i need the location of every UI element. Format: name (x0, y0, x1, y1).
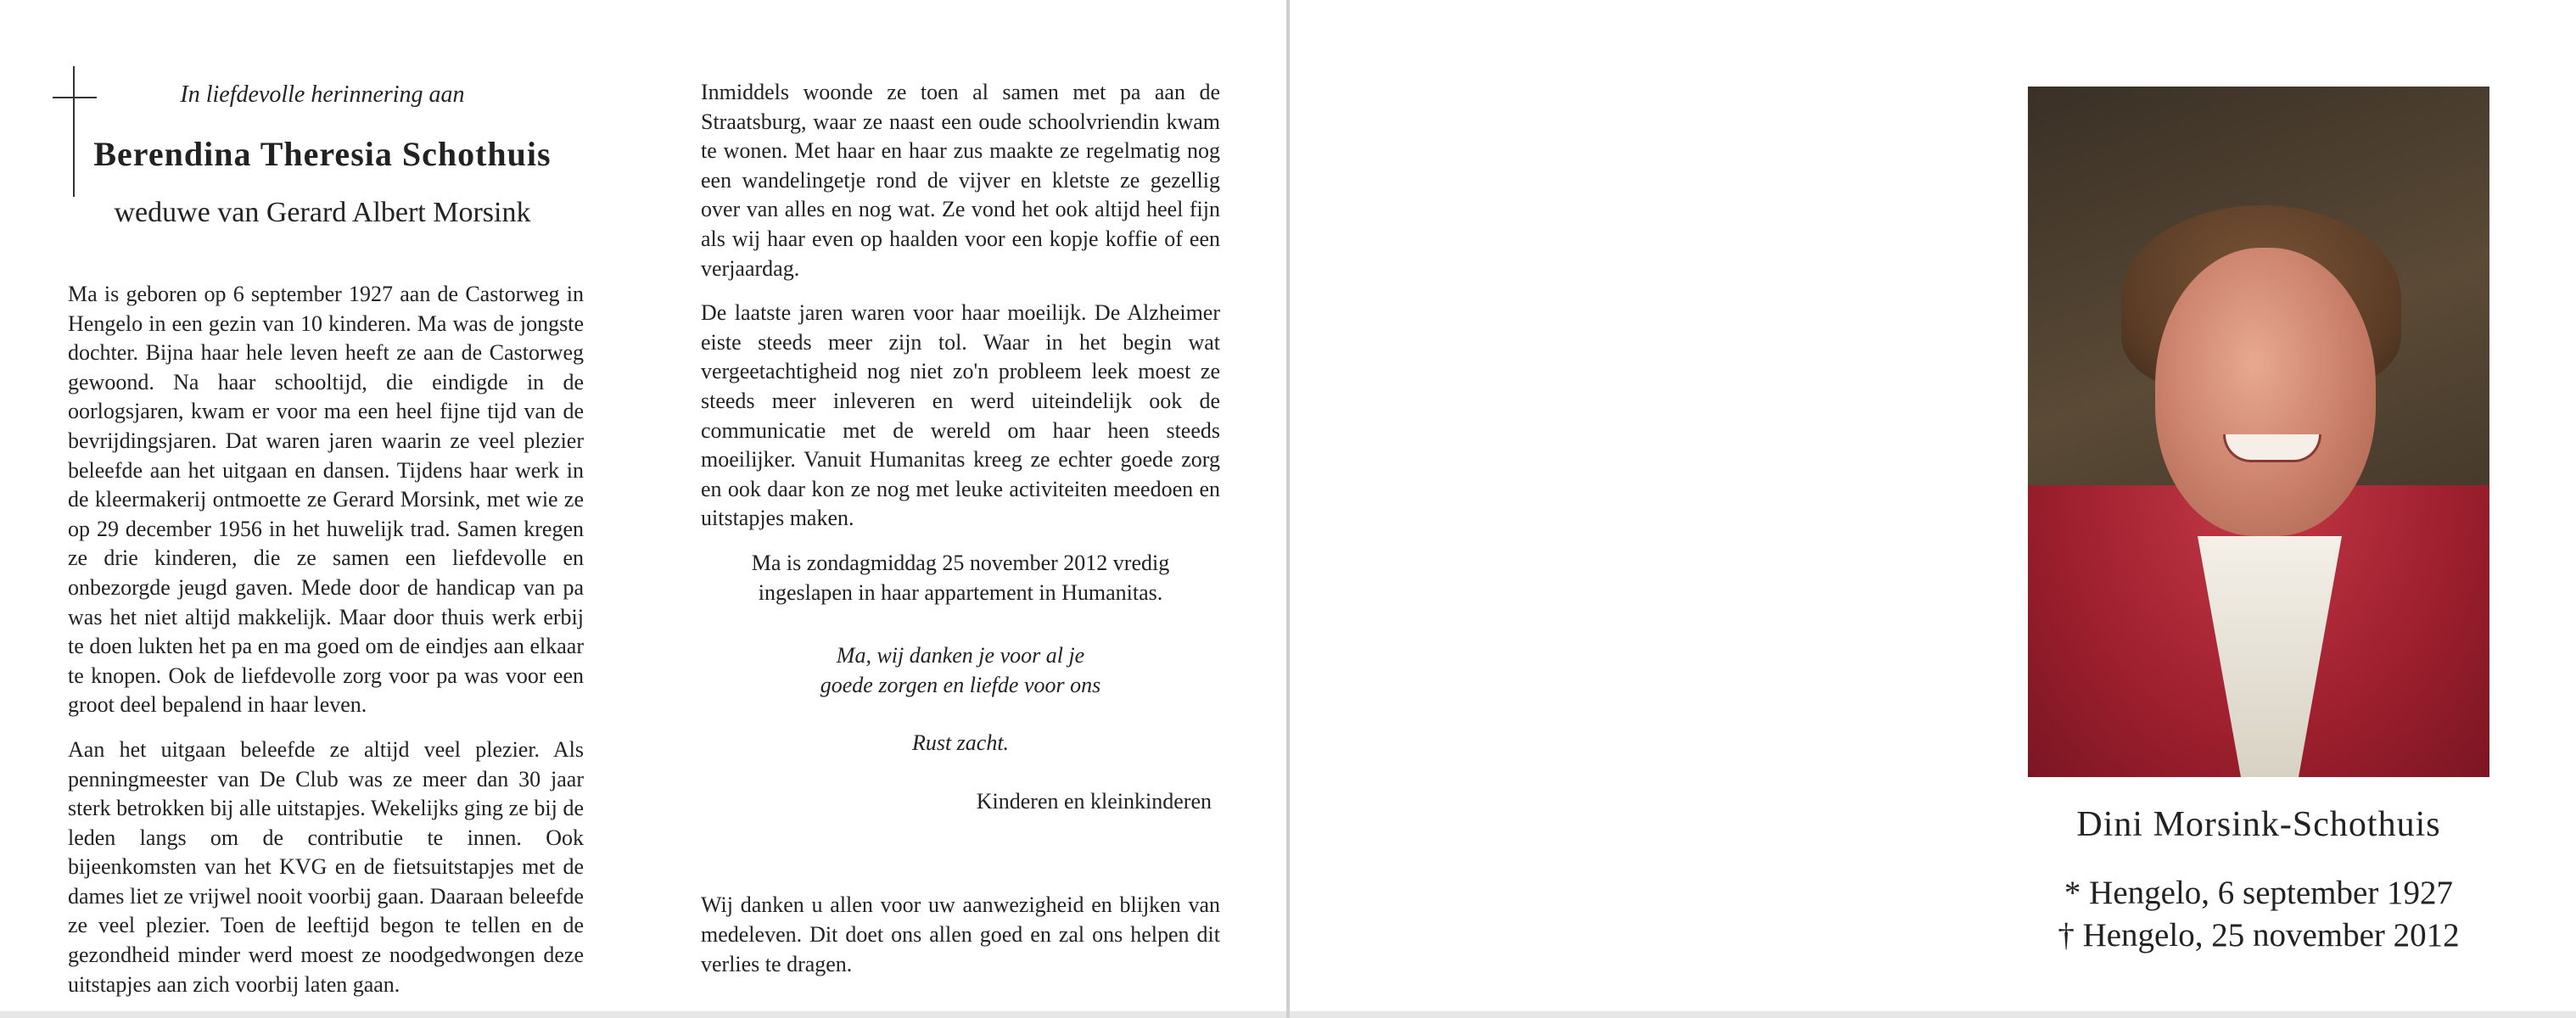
left-text-column (68, 280, 584, 1015)
cross-icon (73, 66, 75, 197)
passing-announcement: Ma is zondagmiddag 25 november 2012 vredig ingeslapen in haar appartement in Humanitas. (751, 550, 1170, 605)
rest-in-peace: Rust zacht. (911, 730, 1010, 756)
thanks-line-2: goede zorgen en liefde voor ons (820, 672, 1101, 697)
middle-text-column (701, 78, 1220, 994)
portrait-name: Dini Morsink-Schothuis (2076, 805, 2441, 844)
deceased-full-name: Berendina Theresia Schothuis (93, 135, 552, 173)
biography-paragraph-1: Ma is geboren op 6 september 1927 aan de Castorweg in Hengelo in een gezin van 10 kinderen. Ma was de jongste dochter. Bijna haar hele leven heeft ze aan de Castorweg gewoond. Na haar schooltijd, die eindigde in de oorlogsjaren, kwam er voor ma een heel fijne tijd van de bevrijdingsjaren. Dat waren jaren waarin ze veel plezier beleefde aan het uitgaan en dansen. Tijdens haar werk in de kleermakerij ontmoette ze Gerard Morsink, met wie ze op 29 december 1956 in het huwelijk trad. Samen kregen ze drie kinderen, die ze samen een liefdevolle en onbezorgde jeugd gaven. Mede door de handicap van pa was het niet altijd makkelijk. Maar door thuis werk erbij te doen lukten het pa en ma goed om de eindjes aan elkaar te knopen. Ook de liefdevolle zorg voor pa was voor een groot deel bepalend in haar leven. (68, 282, 584, 718)
memorial-card-inside-left (0, 0, 1286, 1011)
closing-thanks: Wij danken u allen voor uw aanwezigheid en blijken van medeleven. Dit doet ons allen goed en zal ons helpen dit verlies te dragen. (701, 892, 1220, 976)
biography-paragraph-3: Inmiddels woonde ze toen al samen met pa aan de Straatsburg, waar ze naast een oude schoolvriendin kwam te wonen. Met haar en haar zus maakte ze regelmatig nog een wandelingetje rond de vijver en kletste ze gezellig over van alles en nog wat. Ze vond het ook altijd heel fijn als wij haar even op haalden voor een kopje koffie of een verjaardag. (701, 80, 1220, 281)
signature: Kinderen en kleinkinderen (976, 788, 1212, 814)
biography-paragraph-2: Aan het uitgaan beleefde ze altijd veel plezier. Als penningmeester van De Club was ze meer dan 30 jaar sterk betrokken bij alle uitstapjes. Wekelijks ging ze bij de leden langs om de contributie te innen. Ook bijeenkomsten van het KVG en de fietsuitstapjes met de dames liet ze vrijwel nooit voorbij gaan. Daaraan beleefde ze veel plezier. Toen de leeftijd begon te tellen en de gezondheid minder werd moest ze noodgedwongen deze uitstapjes aan zich voorbij laten gaan. (68, 736, 584, 997)
intro-line: In liefdevolle herinnering aan (180, 81, 465, 108)
portrait-smile (2223, 434, 2321, 462)
birth-date: * Hengelo, 6 september 1927 (2064, 875, 2454, 911)
death-date: † Hengelo, 25 november 2012 (2058, 917, 2460, 954)
portrait-face (2155, 248, 2376, 536)
widow-line: weduwe van Gerard Albert Morsink (114, 197, 531, 228)
thanks-line-1: Ma, wij danken je voor al je (836, 643, 1085, 668)
portrait-photo (2028, 87, 2489, 777)
biography-paragraph-4: De laatste jaren waren voor haar moeilijk. De Alzheimer eiste steeds meer zijn tol. Waar in het begin wat vergeetachtigheid nog niet zo'n probleem leek moest ze steeds meer inleveren en werd uiteindelijk ook de communicatie met de wereld om haar heen steeds moeilijker. Vanuit Humanitas kreeg ze echter goede zorg en ook daar kon ze nog met leuke activiteiten meedoen en uitstapjes maken. (701, 300, 1220, 531)
